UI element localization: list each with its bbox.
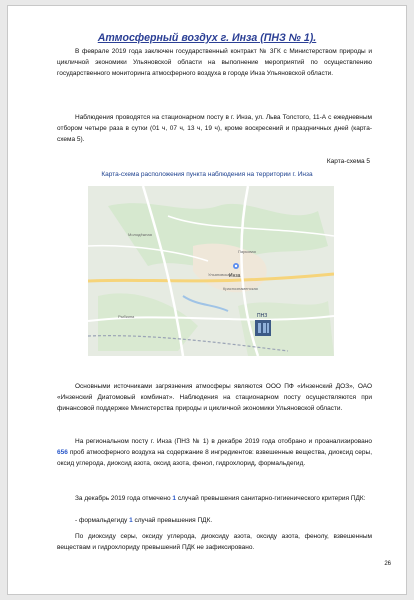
exceedance-text-b: случай превышения санитарно-гигиенического критерия ПДК: [176,495,366,502]
green-area [238,301,334,356]
exceedance-text-a: За декабрь 2019 года отмечено [75,495,173,502]
paragraph-no-exceedances [57,531,372,553]
formaldehyde-count: 1 [129,517,133,524]
paragraph-contract [57,46,372,79]
paragraph-observations [57,112,372,145]
paragraph-samples [57,436,372,469]
paragraph-formaldehyde [57,515,372,526]
street-label: Рыбкина [118,314,135,319]
page-number: 26 [384,561,391,567]
street-label: Ульяновская [208,272,232,277]
paragraph-sources-text: Основными источниками загрязнения атмосферы являются ООО ПФ «Инзенский ДОЗ», ОАО «Инзенский Диатомовый комбинат». Наблюдения на стационарном посту осуществляются при финансовой поддержке Министерства природы и цикличной экономики Ульяновской области. [57,383,372,412]
map-caption-number: Карта-схема 5 [326,158,370,165]
street-label: Молодёжная [128,232,152,237]
samples-count: 656 [57,449,68,456]
city-label: Инза [229,273,241,279]
exceedance-count: 1 [172,495,177,502]
street-label: Краснознаменская [223,286,258,291]
formaldehyde-text-b: случай превышения ПДК. [132,517,213,524]
city-pin-icon [233,263,239,269]
monitoring-post-marker [255,320,271,336]
paragraph-exceedances [57,493,372,504]
samples-text-b: проб атмосферного воздуха на содержание 8 ингредиентов: взвешенные вещества, диоксид серы, оксид углерода, диоксид азота, оксид азота, фенол, гидрохлорид, формальдегид. [57,449,372,467]
formaldehyde-text-a: - формальдегиду [75,517,130,524]
no-exceedances-text: По диоксиду серы, оксиду углерода, диоксиду азота, оксиду азота, фенолу, взвешенным веществам и гидрохлориду превышений ПДК не зафиксировано. [57,533,372,551]
page-title: Атмосферный воздух г. Инза (ПНЗ № 1). [97,32,317,44]
street-label: Парковая [238,249,256,254]
map-drawing [88,186,334,356]
map-title: Карта-схема расположения пункта наблюдения на территории г. Инза [101,171,313,178]
post-label: ПНЗ [257,313,268,319]
paragraph-contract-text: В феврале 2019 года заключен государственный контракт № 3ГК с Министерством природы и цикличной экономики Ульяновской области на выполнение мероприятий по осуществлению государственного мониторинга атмосферного воздуха в городе Инза Ульяновской области. [57,48,372,77]
document-page [7,5,407,595]
location-map [88,186,334,356]
paragraph-sources [57,381,372,414]
paragraph-observations-text: Наблюдения проводятся на стационарном посту в г. Инза, ул. Льва Толстого, 11-А с ежедневным отбором четыре раза в сутки (01 ч, 07 ч, 13 ч, 19 ч), кроме воскресений и праздничных дней (карта-схема 5). [57,114,372,143]
samples-text-a: На региональном посту г. Инза (ПНЗ № 1) в декабре 2019 года отобрано и проанализировано [75,438,372,445]
